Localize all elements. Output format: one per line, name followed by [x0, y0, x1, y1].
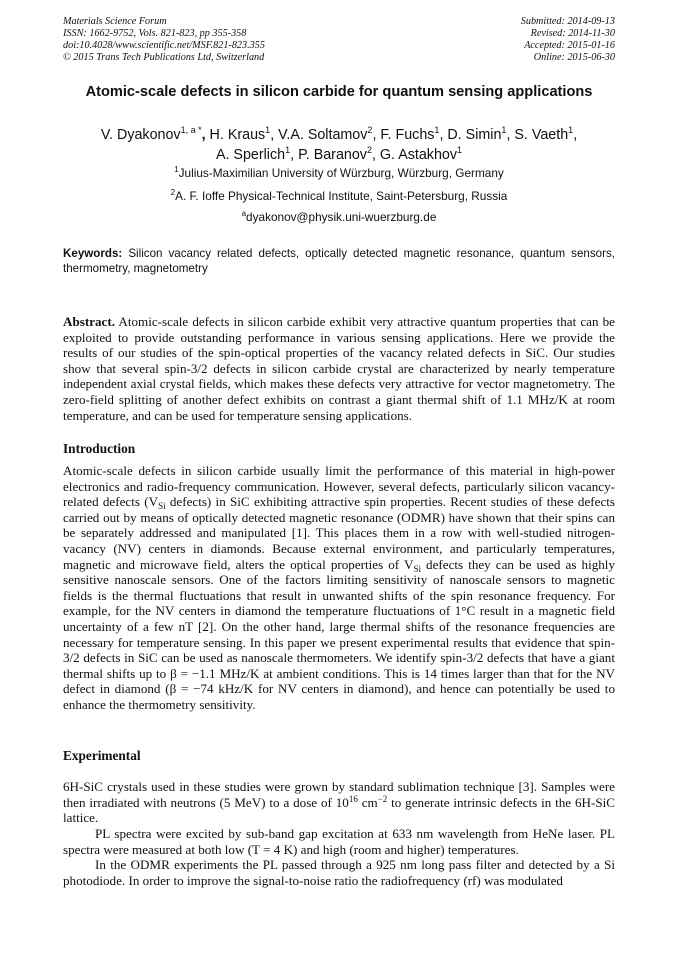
- corresponding-email: $^a$dyakonov@physik.uni-wuerzburg.de: [241, 209, 437, 224]
- author-list: V. Dyakonov$^{1, a *}$, H. Kraus$^1$, V.A. Soltamov$^2$, F. Fuchs$^1$, D. Simin$^1$, S. Vaeth$^1$, A. Sperlich$^1$, P. Baranov$^2$, G. Astakhov$^1$: [100, 125, 578, 163]
- journal-doi: doi:10.4028/www.scientific.net/MSF.821-823.355: [63, 40, 265, 51]
- author: G. Astakhov$^1$: [379, 145, 463, 163]
- date-revised: Revised: 2014-11-30: [530, 28, 615, 39]
- author: P. Baranov$^2$: [298, 145, 372, 163]
- author: A. Sperlich$^1$: [215, 145, 291, 163]
- author: D. Simin$^1$: [447, 125, 507, 143]
- abstract: [63, 314, 615, 423]
- date-accepted: Accepted: 2015-01-16: [524, 40, 615, 51]
- date-online: Online: 2015-06-30: [533, 52, 615, 63]
- section-heading-introduction: Introduction: [63, 441, 136, 456]
- author: F. Fuchs$^1$: [380, 125, 440, 143]
- keywords: [63, 246, 615, 276]
- abstract-text: Atomic-scale defects in silicon carbide exhibit very attractive quantum properties that can be exploited to provide outstanding performance in various sensing applications. Here we provide the results of our studies of the spin-optical properties of the vacancy related defects in SiC. Our studies show that several spin-3/2 defects in silicon carbide crystal are characterized by nearly temperature independent axial crystal fields, which makes these defects very attractive for vector magnetometry. The zero-field splitting of another defect exhibits on contrast a giant thermal shift of 1.1 MHz/K at room temperature, and can be used for temperature sensing applications.: [63, 314, 615, 423]
- keywords-text: Silicon vacancy related defects, optically detected magnetic resonance, quantum sensors, thermometry, magnetometry: [63, 247, 615, 275]
- publication-dates: [521, 16, 615, 64]
- paper-title: Atomic-scale defects in silicon carbide for quantum sensing applications: [85, 84, 593, 100]
- experimental-paragraph-3: In the ODMR experiments the PL passed through a 925 nm long pass filter and detected by a Si photodiode. In order to improve the signal-to-noise ratio the radiofrequency (rf) was modulated: [63, 857, 615, 888]
- author: V.A. Soltamov$^2$: [278, 125, 373, 143]
- journal-issn: ISSN: 1662-9752, Vols. 821-823, pp 355-358: [63, 28, 247, 39]
- author: S. Vaeth$^1$: [514, 125, 574, 143]
- author: H. Kraus$^1$: [209, 125, 271, 143]
- affiliation-1: $^1$Julius-Maximilian University of Würzburg, Würzburg, Germany: [174, 165, 504, 180]
- experimental-paragraph-1: 6H-SiC crystals used in these studies were grown by standard sublimation technique [3]. Samples were then irradiated with neutrons (5 MeV) to a dose of $10^{16}$ $cm^{-2}$ to generate intrinsic defects in the 6H-SiC lattice.: [63, 779, 615, 826]
- experimental-paragraph-2: PL spectra were excited by sub-band gap excitation at 633 nm wavelength from HeNe laser. PL spectra were measured at both low (T = 4 K) and high (room and higher) temperatures.: [63, 826, 615, 857]
- author: V. Dyakonov$^{1, a *}$: [100, 125, 202, 143]
- introduction-paragraph: Atomic-scale defects in silicon carbide usually limit the performance of this material in high-power electronics and radio-frequency communication. However, several defects, particularly silicon vacancy-related defects ($V_{Si}$ defects) in SiC exhibiting attractive spin properties. Recent studies of these defects carried out by means of optically detected magnetic resonance (ODMR) have shown that their spins can be separately addressed and manipulated [1]. This places them in a row with well-studied nitrogen-vacancy (NV) centers in diamonds. Because external environment, and particularly temperatures, magnetic and microwave field, alters the optical properties of $V_{Si}$ defects they can be used as highly sensitive nanoscale sensors. One of the factors limiting sensitivity of nanoscale sensors to magnetic fields is the thermal fluctuations that result in unwanted shifts of the spin resonance frequency. For example, for the NV centers in diamond the temperature fluctuations of 1°C result in a magnetic field uncertainty of a few nT [2]. On the other hand, large thermal shifts of the resonance frequencies are necessary for temperature sensing. In this paper we present experimental results that evidence that spin-3/2 defects in SiC can be used as nanoscale thermometers. We identify spin-3/2 defects that have a giant thermal shifts up to β = −1.1 MHz/K at ambient conditions. This is 14 times larger than that for the NV defect in diamond (β = −74 kHz/K for NV centers in diamond), and hence can potentially be used to enhance the thermometry sensitivity.: [63, 463, 615, 712]
- abstract-label: Abstract.: [63, 314, 115, 329]
- section-heading-experimental: Experimental: [63, 748, 141, 763]
- journal-info: [63, 16, 265, 64]
- journal-name: Materials Science Forum: [63, 16, 167, 27]
- affiliation-2: $^2$A. F. Ioffe Physical-Technical Institute, Saint-Petersburg, Russia: [170, 188, 508, 203]
- keywords-label: Keywords:: [63, 247, 123, 260]
- journal-copyright: © 2015 Trans Tech Publications Ltd, Switzerland: [63, 52, 265, 63]
- date-submitted: Submitted: 2014-09-13: [520, 16, 615, 27]
